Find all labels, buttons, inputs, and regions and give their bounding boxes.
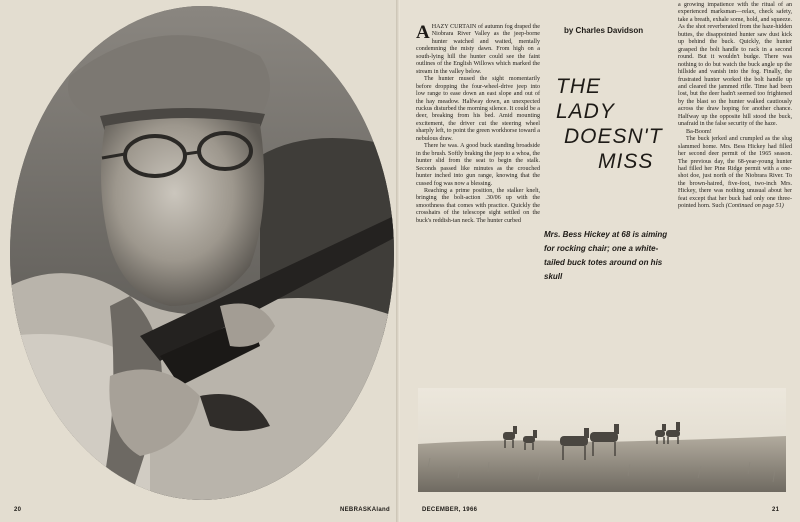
deer-herd-image [418, 388, 786, 492]
title-line: THE [556, 75, 601, 98]
drop-cap: A [416, 22, 430, 43]
article-subhead: Mrs. Bess Hickey at 68 is aiming for rocking chair; one a white-tailed buck totes around on his skull [544, 230, 668, 281]
paragraph: The hunter mused the sight momentarily before dropping the four-wheel-drive jeep into low range to ease down an east slope and out of the hay meadow. Halfway down, an unexpected ruckus disturbed the morning silence. It could be a deer, breaking from his bed. Amid mounting excitement, the driver cut the steering wheel sharply left, to point the green workhorse toward a nebulous draw. [416, 76, 540, 142]
title-line: DOESN'T [564, 125, 663, 148]
paragraph: AHAZY CURTAIN of autumn fog draped the Niobrara River Valley as the jeep-borne hunter watched and waited, mentally condemning the misty dawn. From high on a south-lying hill the hunter could see the faint outlines of the English Willows which marked the stream in the valley below. [416, 22, 540, 75]
title-line: MISS [598, 150, 654, 173]
paragraph: There he was. A good buck standing broadside in the brush. Softly braking the jeep to a whoa, the hunter slid from the seat to begin the stalk. Seconds passed like minutes as the crouched hunter inched into gun range, knowing that the cussed fog was now a blessing. [416, 143, 540, 187]
byline: by Charles Davidson [564, 26, 644, 35]
deer-herd-photo [418, 388, 786, 492]
issue-date: DECEMBER, 1966 [422, 507, 478, 513]
paragraph: Ba-Boom! [686, 128, 712, 135]
left-page-number: 20 [14, 507, 22, 513]
paragraph: The buck jerked and crumpled as the slug slammed home. Mrs. Bess Hickey had filled her second deer permit of the 1965 season. The previous day, the 68-year-young hunter had filled her Pine Ridge permit with a one-shot doe, just north of the Niobrara River. To the brown-haired, five-foot, two-inch Mrs. Hickey, there was nothing unusual about her feat except that her buck had only one three-pointed horn. Such (Continued on page 51) [678, 136, 792, 210]
paragraph: a growing impatience with the ritual of an experienced marksman—relax, check safety, take a breath, exhale some, hold, and squeeze. As the shot reverberated from the haze-hidden buttes, the disappointed hunter saw dust kick up behind the buck. Quickly, the hunter grasped the bolt handle to rack in a second round. But it wouldn't budge. There was nothing to do but watch the buck angle up the hillside and vanish into the fog. Finally, the frustrated hunter worked the bolt handle up and cleared the jammed rifle. Time had been lost, but the deer hadn't seemed too frightened by the blast so the hunter walked cautiously across the draw hoping for another chance. Halfway up the opposite hill stood the buck, unafraid in the false security of the haze. [678, 2, 792, 128]
continued-note: (Continued on page 51) [725, 203, 784, 210]
hunter-portrait-photo [10, 6, 394, 500]
article-column-1 [416, 24, 540, 225]
article-title [556, 74, 663, 174]
right-page [400, 0, 800, 522]
paragraph: Reaching a prime position, the stalker knelt, bringing the bolt-action .30/06 up with the smoothness that comes with practice. Quickly the crosshairs of the telescope sight settled on the buck's reddish-tan neck. The hunter curbed [416, 187, 540, 224]
article-column-3 [678, 2, 792, 211]
right-page-number: 21 [772, 507, 780, 513]
magazine-name: NEBRASKAland [340, 507, 390, 513]
hunter-portrait-image [10, 6, 394, 500]
title-line: LADY [556, 100, 615, 123]
